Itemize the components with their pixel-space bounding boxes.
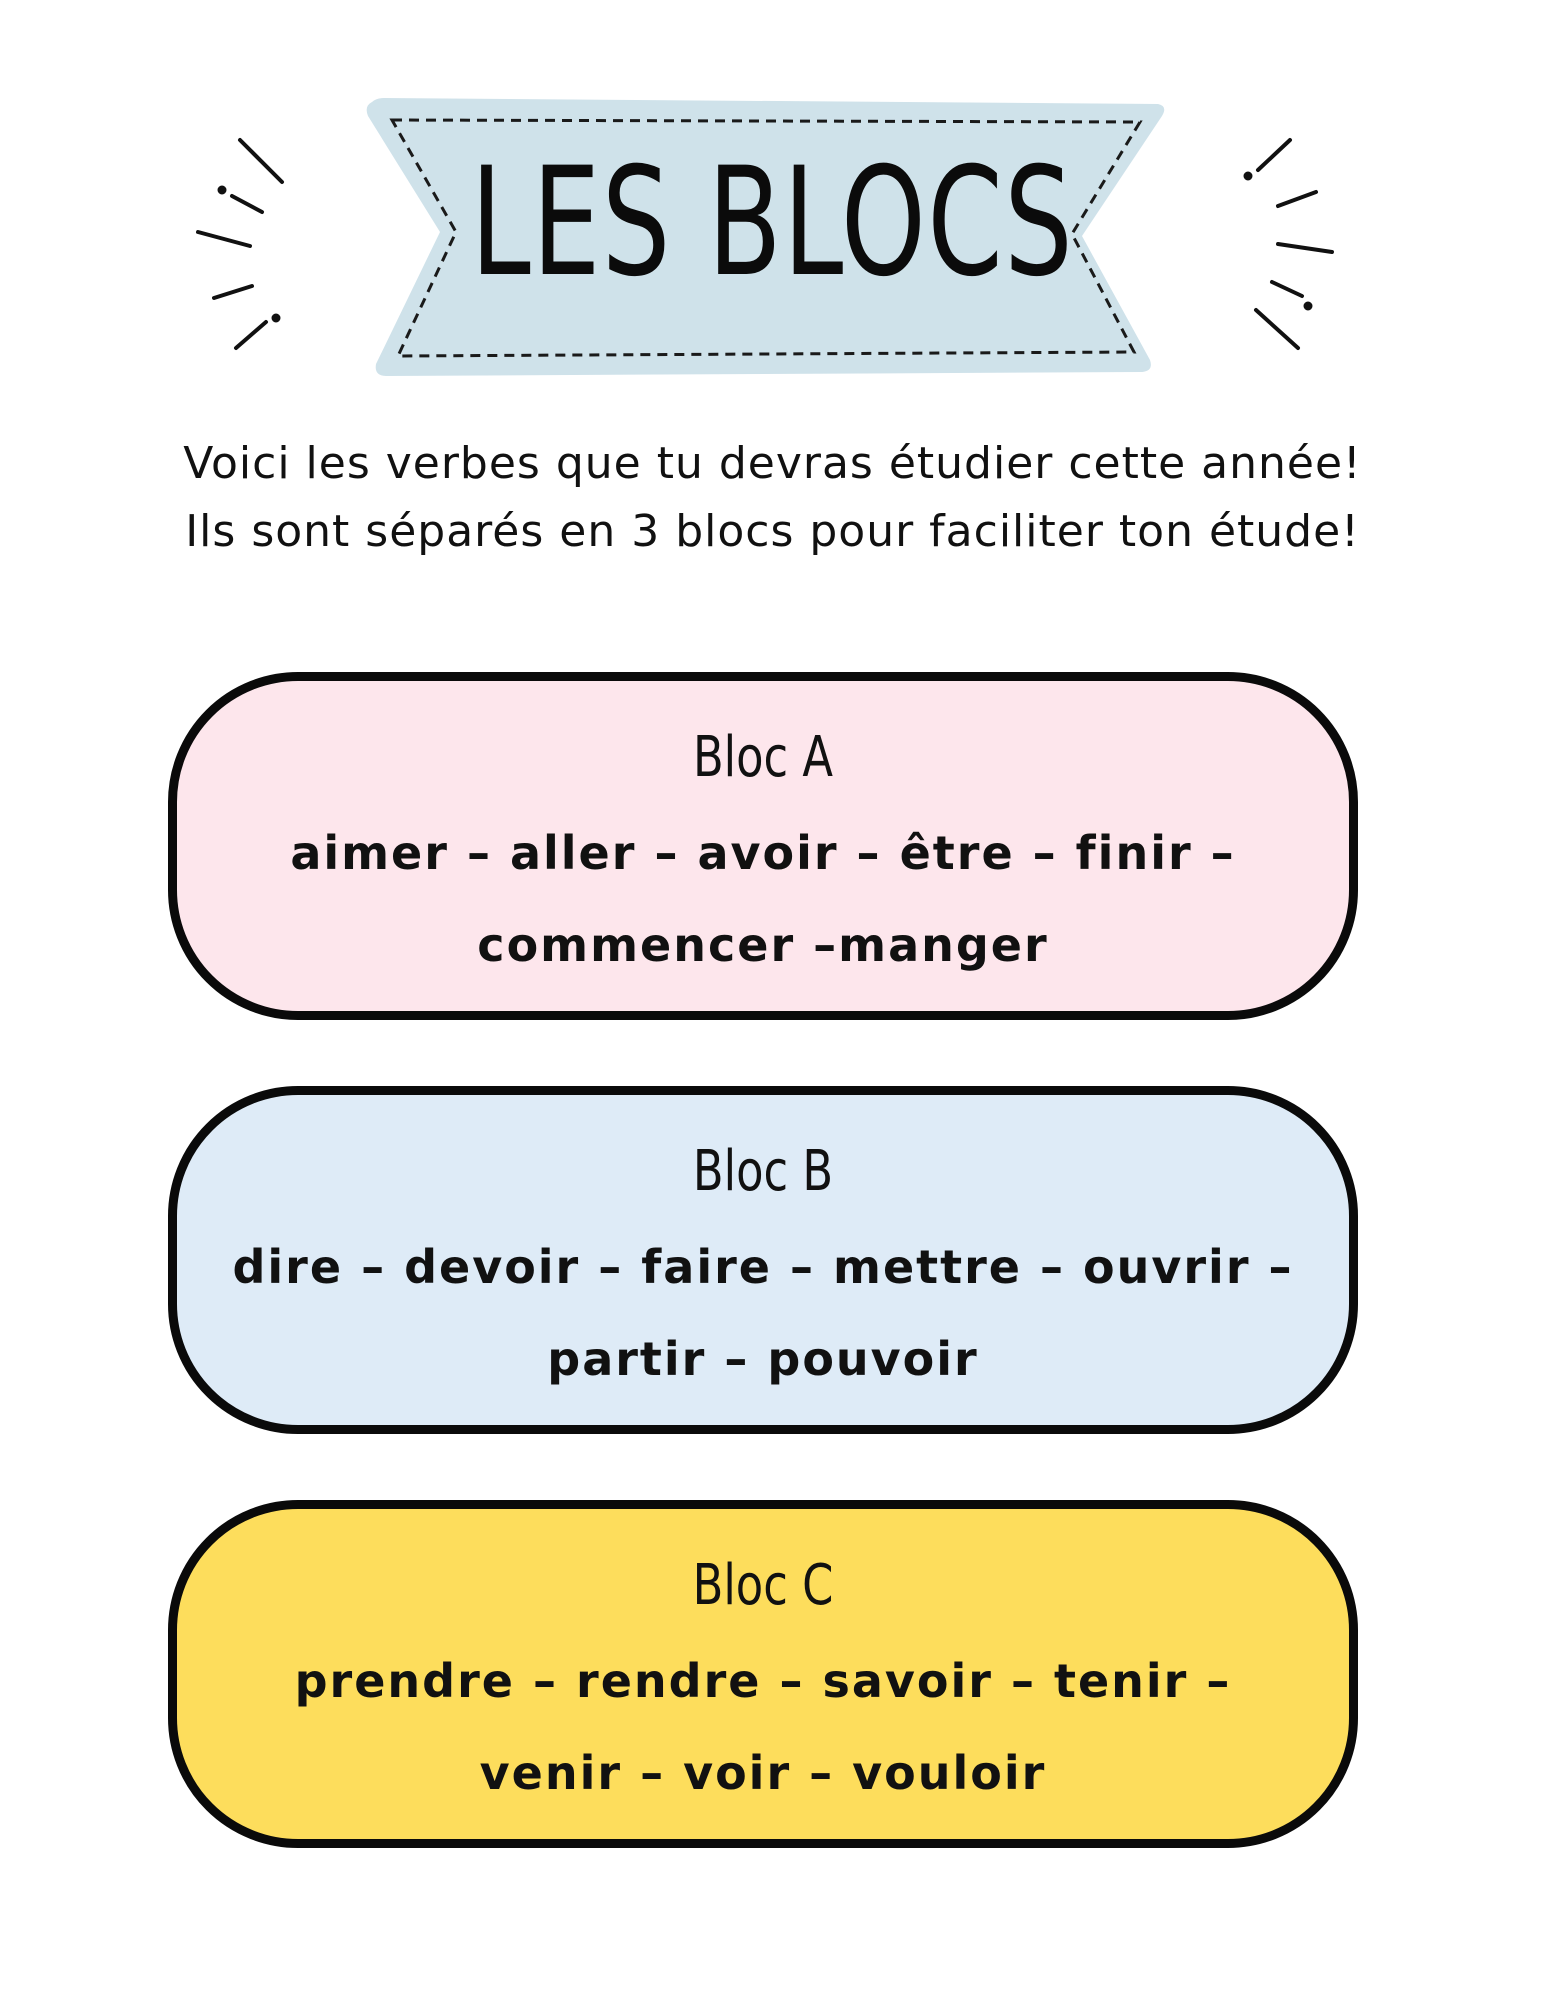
bloc-a-card (168, 672, 1358, 1020)
page-title: LES BLOCS (470, 136, 1075, 310)
intro-text (0, 430, 1545, 566)
bloc-b-title: Bloc B (692, 1139, 834, 1204)
bloc-a-verbs (177, 807, 1349, 991)
bloc-b-verbs-line-2: partir – pouvoir (547, 1331, 979, 1386)
bloc-a-verbs-line-2: commencer –manger (477, 917, 1049, 972)
bloc-a-title: Bloc A (692, 725, 834, 790)
title-banner (0, 0, 1545, 420)
intro-line-1: Voici les verbes que tu devras étudier cette année! (183, 438, 1362, 489)
intro-line-2: Ils sont séparés en 3 blocs pour faciliter ton étude! (185, 506, 1360, 557)
bloc-c-title: Bloc C (692, 1553, 834, 1618)
bloc-b-verbs (177, 1221, 1349, 1405)
bloc-c-card (168, 1500, 1358, 1848)
bloc-b-verbs-line-1: dire – devoir – faire – mettre – ouvrir – (232, 1239, 1294, 1294)
bloc-a-verbs-line-1: aimer – aller – avoir – être – finir – (290, 825, 1236, 880)
bloc-c-verbs (177, 1635, 1349, 1819)
bloc-c-verbs-line-1: prendre – rendre – savoir – tenir – (294, 1653, 1232, 1708)
bloc-c-verbs-line-2: venir – voir – vouloir (479, 1745, 1047, 1800)
bloc-b-card (168, 1086, 1358, 1434)
